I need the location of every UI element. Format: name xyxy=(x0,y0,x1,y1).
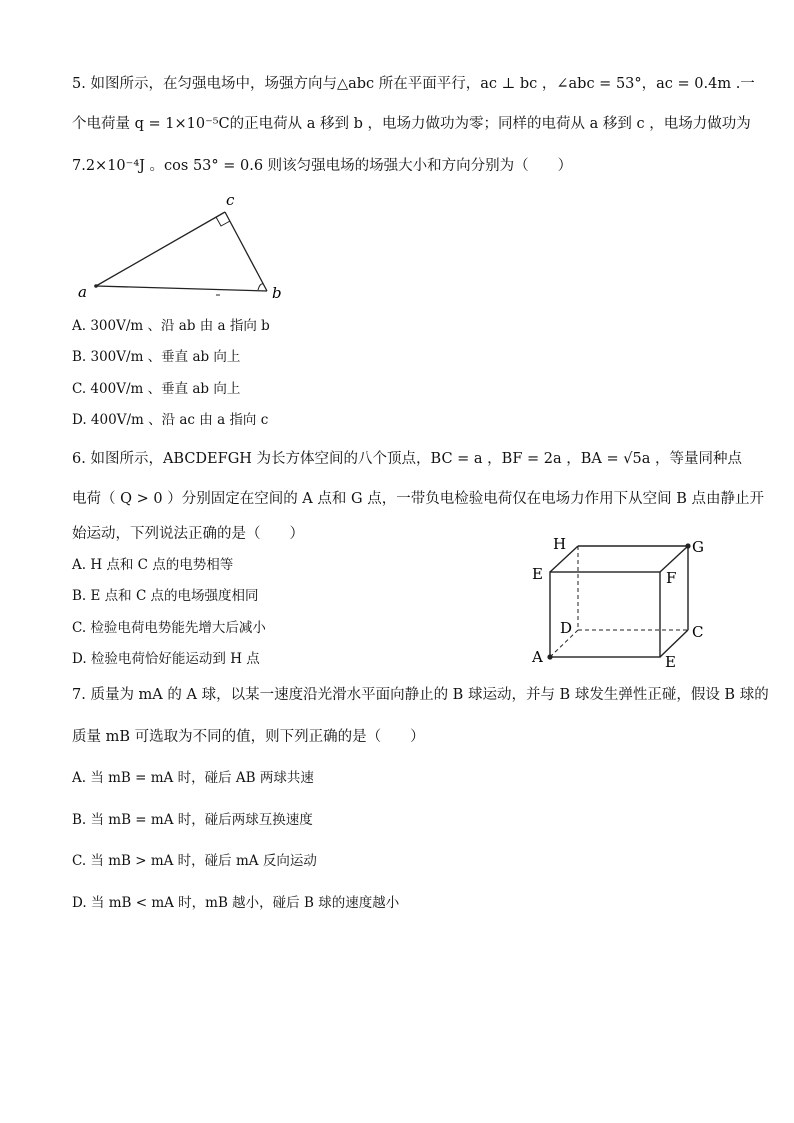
q5-label-a: a xyxy=(78,283,87,301)
q6-stem-line-2: 电荷（ Q > 0 ）分别固定在空间的 A 点和 G 点，一带负电检验电荷仅在电场力作用下从空间 B 点由静止开 xyxy=(72,491,765,507)
q6-option-a: A. H 点和 C 点的电势相等 xyxy=(72,557,234,573)
q6-label-c: C xyxy=(692,623,704,641)
q5-option-c: C. 400V/m 、垂直 ab 向上 xyxy=(72,381,241,397)
q5-option-a: A. 300V/m 、沿 ab 由 a 指向 b xyxy=(72,318,270,334)
q6-label-e: E xyxy=(532,565,543,583)
q5-option-d: D. 400V/m 、沿 ac 由 a 指向 c xyxy=(72,412,269,428)
q6-label-g: G xyxy=(692,538,704,556)
q6-stem-line-1: 6. 如图所示，ABCDEFGH 为长方体空间的八个顶点，BC = a ，BF = 2a ，BA = √5a ，等量同种点 xyxy=(72,451,742,467)
q5-option-b: B. 300V/m 、垂直 ab 向上 xyxy=(72,349,241,365)
q6-label-a: A xyxy=(532,648,543,666)
q7-stem-line-1: 7. 质量为 mA 的 A 球，以某一速度沿光滑水平面向静止的 B 球运动，并与 B 球发生弹性正碰，假设 B 球的 xyxy=(72,687,769,703)
q7-option-b: B. 当 mB = mA 时，碰后两球互换速度 xyxy=(72,812,313,828)
q6-label-b: E xyxy=(665,653,676,671)
q5-label-b: b xyxy=(272,284,282,302)
q5-triangle-figure xyxy=(70,190,300,310)
q6-stem-line-3: 始运动，下列说法正确的是（ ） xyxy=(72,526,304,542)
q6-label-f: F xyxy=(666,569,677,587)
q7-stem-line-2: 质量 mB 可选取为不同的值，则下列正确的是（ ） xyxy=(72,729,425,745)
q5-stem-line-1: 5. 如图所示，在匀强电场中，场强方向与△abc 所在平面平行，ac ⊥ bc ，∠abc = 53°，ac = 0.4m .一 xyxy=(72,76,755,92)
q6-option-b: B. E 点和 C 点的电场强度相同 xyxy=(72,588,259,604)
q5-stem-line-2: 个电荷量 q = 1×10⁻⁵C的正电荷从 a 移到 b ，电场力做功为零；同样的电荷从 a 移到 c ，电场力做功为 xyxy=(72,116,751,132)
q7-option-d: D. 当 mB < mA 时，mB 越小，碰后 B 球的速度越小 xyxy=(72,895,400,911)
q6-label-h: H xyxy=(553,535,567,553)
q7-option-c: C. 当 mB > mA 时，碰后 mA 反向运动 xyxy=(72,853,317,869)
q6-cuboid-figure xyxy=(520,528,720,673)
q5-stem-line-3: 7.2×10⁻⁴J 。cos 53° = 0.6 则该匀强电场的场强大小和方向分别为（ ） xyxy=(72,158,573,174)
q6-option-c: C. 检验电荷电势能先增大后减小 xyxy=(72,620,266,636)
q6-option-d: D. 检验电荷恰好能运动到 H 点 xyxy=(72,651,260,667)
q5-label-c: c xyxy=(226,191,235,209)
q6-label-d: D xyxy=(560,619,573,637)
q7-option-a: A. 当 mB = mA 时，碰后 AB 两球共速 xyxy=(72,770,314,786)
